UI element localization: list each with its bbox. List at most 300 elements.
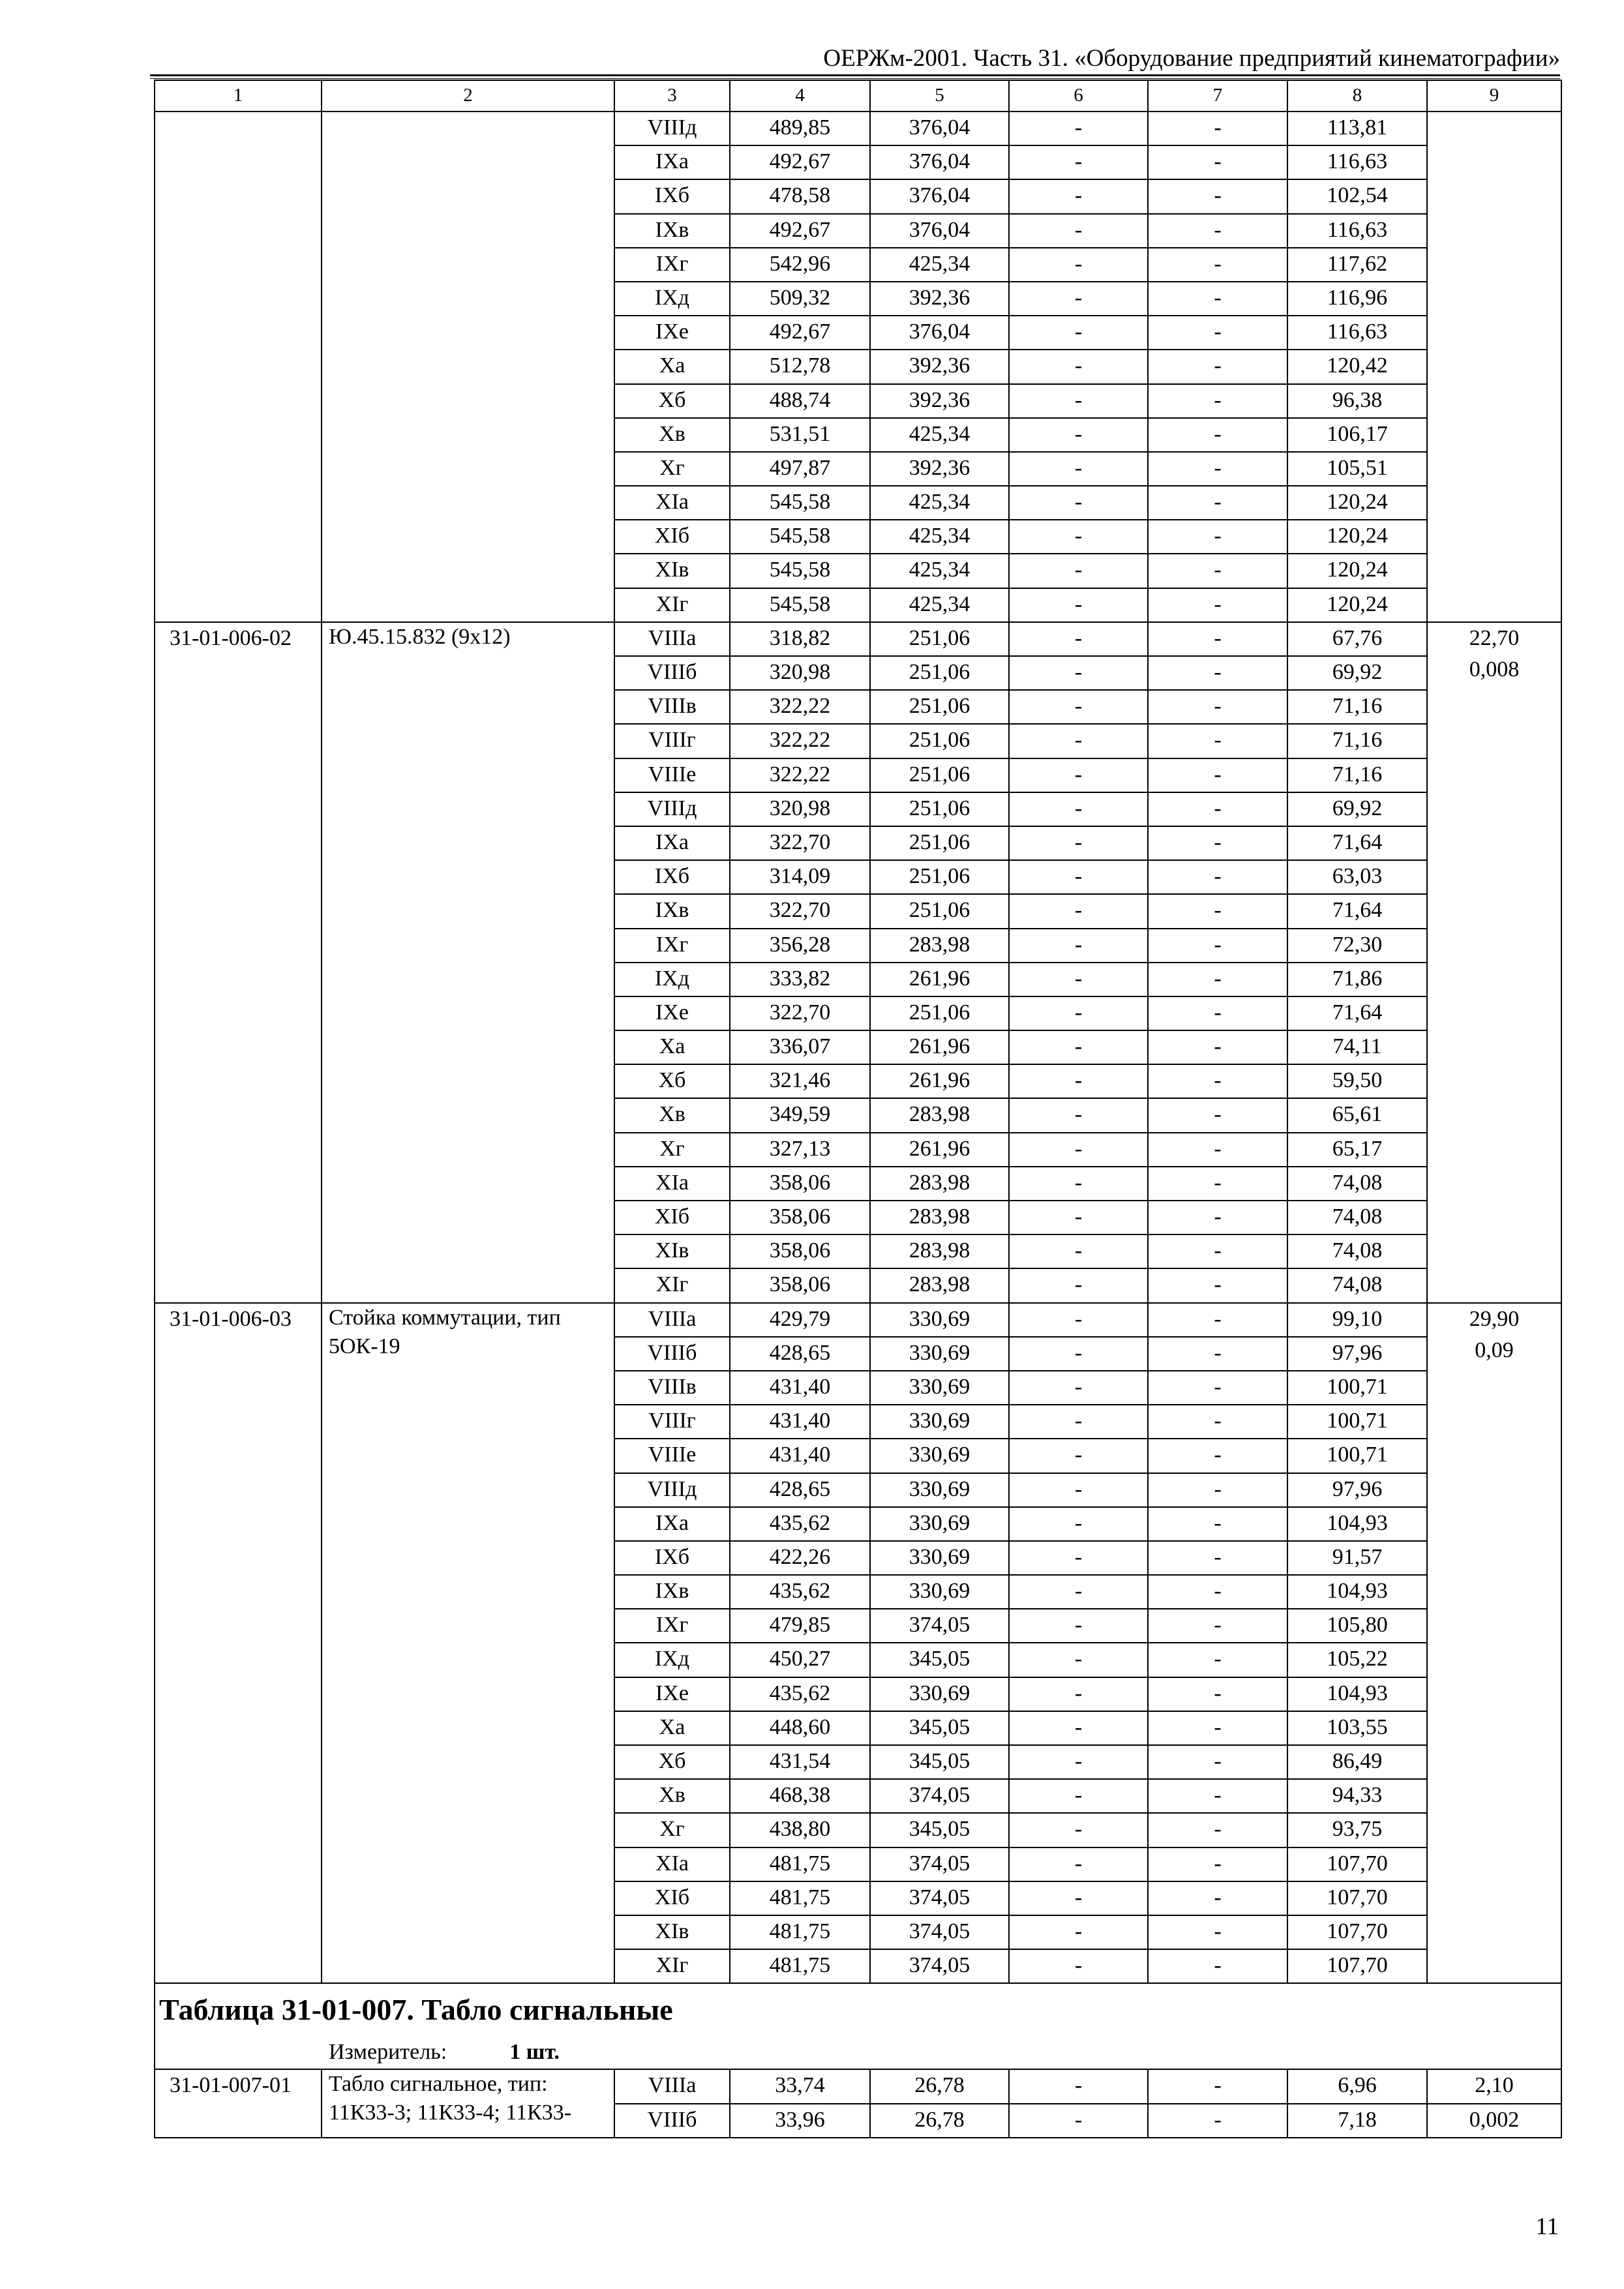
salary-cell: 283,98 <box>870 1098 1009 1132</box>
salary-cell: 345,05 <box>870 1643 1009 1677</box>
materials-cell: 100,71 <box>1287 1405 1427 1439</box>
machine-cell: - <box>1009 145 1148 179</box>
total-cost-cell: 448,60 <box>730 1711 870 1745</box>
driver-salary-cell: - <box>1148 1779 1287 1813</box>
materials-cell: 113,81 <box>1287 112 1427 145</box>
total-cost-cell: 356,28 <box>730 929 870 963</box>
value-cell: - <box>1009 2104 1148 2138</box>
zone-cell: IXа <box>614 826 730 860</box>
total-cost-cell: 327,13 <box>730 1133 870 1167</box>
column-number: 4 <box>730 80 870 112</box>
materials-cell: 71,16 <box>1287 690 1427 724</box>
zone-cell: VIIIе <box>614 758 730 792</box>
driver-salary-cell: - <box>1148 1201 1287 1234</box>
materials-cell: 116,63 <box>1287 214 1427 248</box>
total-cost-cell: 509,32 <box>730 282 870 316</box>
materials-cell: 105,51 <box>1287 452 1427 486</box>
driver-salary-cell: - <box>1148 1507 1287 1541</box>
salary-cell: 283,98 <box>870 1201 1009 1234</box>
zone-cell: XIг <box>614 1268 730 1302</box>
machine-cell: - <box>1009 1575 1148 1609</box>
driver-salary-cell: - <box>1148 929 1287 963</box>
zone-cell: VIIIв <box>614 690 730 724</box>
driver-salary-cell: - <box>1148 826 1287 860</box>
measure-value: 1 шт. <box>509 2040 560 2065</box>
salary-cell: 261,96 <box>870 963 1009 996</box>
machine-cell: - <box>1009 963 1148 996</box>
machine-cell: - <box>1009 1098 1148 1132</box>
machine-cell: - <box>1009 1779 1148 1813</box>
total-cost-cell: 545,58 <box>730 486 870 520</box>
machine-cell: - <box>1009 1030 1148 1064</box>
total-cost-cell: 321,46 <box>730 1064 870 1098</box>
machine-cell: - <box>1009 282 1148 316</box>
driver-salary-cell: - <box>1148 112 1287 145</box>
driver-salary-cell: - <box>1148 690 1287 724</box>
driver-salary-cell: - <box>1148 248 1287 282</box>
materials-cell: 116,96 <box>1287 282 1427 316</box>
labor-cell: 0,002 <box>1427 2104 1561 2138</box>
value-cell: 7,18 <box>1287 2104 1427 2138</box>
salary-cell: 283,98 <box>870 1268 1009 1302</box>
zone-cell: XIб <box>614 520 730 554</box>
total-cost-cell: 320,98 <box>730 792 870 826</box>
salary-cell: 251,06 <box>870 826 1009 860</box>
machine-cell: - <box>1009 1609 1148 1643</box>
salary-cell: 374,05 <box>870 1609 1009 1643</box>
machine-cell: - <box>1009 214 1148 248</box>
salary-cell: 376,04 <box>870 179 1009 213</box>
driver-salary-cell: - <box>1148 1677 1287 1711</box>
total-cost-cell: 358,06 <box>730 1234 870 1268</box>
salary-cell: 330,69 <box>870 1575 1009 1609</box>
total-cost-cell: 450,27 <box>730 1643 870 1677</box>
salary-cell: 392,36 <box>870 282 1009 316</box>
materials-cell: 120,24 <box>1287 520 1427 554</box>
total-cost-cell: 358,06 <box>730 1201 870 1234</box>
driver-salary-cell: - <box>1148 145 1287 179</box>
materials-cell: 120,24 <box>1287 486 1427 520</box>
salary-cell: 392,36 <box>870 384 1009 418</box>
zone-cell: VIIIд <box>614 112 730 145</box>
driver-salary-cell: - <box>1148 1439 1287 1473</box>
machine-cell: - <box>1009 1541 1148 1575</box>
measure-label: Измеритель: <box>329 2040 447 2065</box>
materials-cell: 107,70 <box>1287 1949 1427 1983</box>
zone-cell: IXа <box>614 145 730 179</box>
zone-cell: IXв <box>614 1575 730 1609</box>
driver-salary-cell: - <box>1148 860 1287 894</box>
materials-cell: 96,38 <box>1287 384 1427 418</box>
zone-cell: XIа <box>614 486 730 520</box>
driver-salary-cell: - <box>1148 1915 1287 1949</box>
total-cost-cell: 481,75 <box>730 1881 870 1915</box>
driver-salary-cell: - <box>1148 1405 1287 1439</box>
salary-cell: 330,69 <box>870 1405 1009 1439</box>
salary-cell: 251,06 <box>870 656 1009 690</box>
driver-salary-cell: - <box>1148 418 1287 452</box>
table-row <box>155 2069 1561 2103</box>
zone-cell: VIIIд <box>614 1473 730 1507</box>
labor-cell <box>1427 112 1561 622</box>
total-cost-cell: 428,65 <box>730 1473 870 1507</box>
salary-cell: 251,06 <box>870 792 1009 826</box>
materials-cell: 100,71 <box>1287 1371 1427 1405</box>
machine-cell: - <box>1009 248 1148 282</box>
column-number: 2 <box>322 80 614 112</box>
value-cell: - <box>1148 2069 1287 2103</box>
total-cost-cell: 435,62 <box>730 1575 870 1609</box>
machine-cell: - <box>1009 894 1148 928</box>
salary-cell: 392,36 <box>870 452 1009 486</box>
zone-cell: VIIIд <box>614 792 730 826</box>
zone-cell: VIIIв <box>614 1371 730 1405</box>
zone-cell: XIг <box>614 1949 730 1983</box>
salary-cell: 251,06 <box>870 758 1009 792</box>
driver-salary-cell: - <box>1148 1949 1287 1983</box>
materials-cell: 67,76 <box>1287 622 1427 656</box>
driver-salary-cell: - <box>1148 282 1287 316</box>
driver-salary-cell: - <box>1148 1167 1287 1201</box>
machine-cell: - <box>1009 1848 1148 1881</box>
machine-cell: - <box>1009 1643 1148 1677</box>
salary-cell: 425,34 <box>870 418 1009 452</box>
machine-cell: - <box>1009 1711 1148 1745</box>
driver-salary-cell: - <box>1148 588 1287 622</box>
machine-cell: - <box>1009 1949 1148 1983</box>
zone-cell: IXб <box>614 1541 730 1575</box>
machine-cell: - <box>1009 622 1148 656</box>
materials-cell: 59,50 <box>1287 1064 1427 1098</box>
driver-salary-cell: - <box>1148 1064 1287 1098</box>
driver-salary-cell: - <box>1148 622 1287 656</box>
salary-cell: 330,69 <box>870 1541 1009 1575</box>
materials-cell: 74,08 <box>1287 1167 1427 1201</box>
total-cost-cell: 322,22 <box>730 724 870 758</box>
column-number: 5 <box>870 80 1009 112</box>
salary-cell: 330,69 <box>870 1371 1009 1405</box>
total-cost-cell: 322,70 <box>730 996 870 1030</box>
salary-cell: 376,04 <box>870 316 1009 350</box>
zone-cell: XIа <box>614 1848 730 1881</box>
machine-cell: - <box>1009 860 1148 894</box>
materials-cell: 65,61 <box>1287 1098 1427 1132</box>
salary-cell: 345,05 <box>870 1813 1009 1847</box>
materials-cell: 71,64 <box>1287 996 1427 1030</box>
driver-salary-cell: - <box>1148 724 1287 758</box>
driver-salary-cell: - <box>1148 1030 1287 1064</box>
total-cost-cell: 492,67 <box>730 145 870 179</box>
zone-cell: VIIIб <box>614 1337 730 1371</box>
total-cost-cell: 431,54 <box>730 1745 870 1779</box>
total-cost-cell: 481,75 <box>730 1848 870 1881</box>
salary-cell: 392,36 <box>870 350 1009 383</box>
column-number: 9 <box>1427 80 1561 112</box>
value-cell: VIIIб <box>614 2104 730 2138</box>
machine-cell: - <box>1009 1745 1148 1779</box>
machine-cell: - <box>1009 996 1148 1030</box>
measure-row <box>155 2036 1561 2069</box>
page-number: 11 <box>1535 2213 1559 2240</box>
total-cost-cell: 488,74 <box>730 384 870 418</box>
column-number: 8 <box>1287 80 1427 112</box>
driver-salary-cell: - <box>1148 1268 1287 1302</box>
materials-cell: 69,92 <box>1287 656 1427 690</box>
salary-cell: 345,05 <box>870 1745 1009 1779</box>
materials-cell: 74,08 <box>1287 1201 1427 1234</box>
materials-cell: 97,96 <box>1287 1337 1427 1371</box>
materials-cell: 103,55 <box>1287 1711 1427 1745</box>
zone-cell: Xг <box>614 1133 730 1167</box>
machine-cell: - <box>1009 1439 1148 1473</box>
total-cost-cell: 468,38 <box>730 1779 870 1813</box>
driver-salary-cell: - <box>1148 1813 1287 1847</box>
zone-cell: XIв <box>614 1234 730 1268</box>
driver-salary-cell: - <box>1148 1337 1287 1371</box>
machine-cell: - <box>1009 1405 1148 1439</box>
total-cost-cell: 428,65 <box>730 1337 870 1371</box>
zone-cell: VIIIа <box>614 1303 730 1337</box>
measure-cell <box>155 2036 1561 2069</box>
machine-cell: - <box>1009 418 1148 452</box>
salary-cell: 374,05 <box>870 1779 1009 1813</box>
code-cell: 31-01-006-02 <box>155 622 322 1303</box>
materials-cell: 93,75 <box>1287 1813 1427 1847</box>
materials-cell: 100,71 <box>1287 1439 1427 1473</box>
materials-cell: 104,93 <box>1287 1677 1427 1711</box>
total-cost-cell: 431,40 <box>730 1371 870 1405</box>
driver-salary-cell: - <box>1148 350 1287 383</box>
machine-cell: - <box>1009 1473 1148 1507</box>
zone-cell: VIIIб <box>614 656 730 690</box>
driver-salary-cell: - <box>1148 1473 1287 1507</box>
materials-cell: 71,16 <box>1287 758 1427 792</box>
salary-cell: 251,06 <box>870 724 1009 758</box>
driver-salary-cell: - <box>1148 1881 1287 1915</box>
salary-cell: 330,69 <box>870 1303 1009 1337</box>
salary-cell: 425,34 <box>870 520 1009 554</box>
salary-cell: 425,34 <box>870 486 1009 520</box>
machine-cell: - <box>1009 724 1148 758</box>
materials-cell: 97,96 <box>1287 1473 1427 1507</box>
zone-cell: Xв <box>614 418 730 452</box>
salary-cell: 425,34 <box>870 588 1009 622</box>
zone-cell: IXа <box>614 1507 730 1541</box>
total-cost-cell: 429,79 <box>730 1303 870 1337</box>
total-cost-cell: 512,78 <box>730 350 870 383</box>
zone-cell: XIв <box>614 1915 730 1949</box>
driver-salary-cell: - <box>1148 486 1287 520</box>
total-cost-cell: 545,58 <box>730 520 870 554</box>
total-cost-cell: 358,06 <box>730 1268 870 1302</box>
driver-salary-cell: - <box>1148 758 1287 792</box>
materials-cell: 74,11 <box>1287 1030 1427 1064</box>
total-cost-cell: 531,51 <box>730 418 870 452</box>
materials-cell: 116,63 <box>1287 145 1427 179</box>
driver-salary-cell: - <box>1148 1234 1287 1268</box>
salary-cell: 330,69 <box>870 1677 1009 1711</box>
total-cost-cell: 492,67 <box>730 316 870 350</box>
zone-cell: IXе <box>614 996 730 1030</box>
driver-salary-cell: - <box>1148 996 1287 1030</box>
table-title: Таблица 31-01-007. Табло сигнальные <box>155 1983 1561 2036</box>
driver-salary-cell: - <box>1148 214 1287 248</box>
machine-cell: - <box>1009 758 1148 792</box>
zone-cell: Xв <box>614 1779 730 1813</box>
machine-cell: - <box>1009 1167 1148 1201</box>
value-cell: - <box>1009 2069 1148 2103</box>
driver-salary-cell: - <box>1148 1541 1287 1575</box>
code-cell <box>155 112 322 622</box>
name-cell <box>322 112 614 622</box>
driver-salary-cell: - <box>1148 1575 1287 1609</box>
materials-cell: 105,22 <box>1287 1643 1427 1677</box>
labor-cell <box>1427 622 1561 1303</box>
driver-salary-cell: - <box>1148 792 1287 826</box>
machine-cell: - <box>1009 1234 1148 1268</box>
driver-salary-cell: - <box>1148 1303 1287 1337</box>
salary-cell: 425,34 <box>870 554 1009 588</box>
machine-cell: - <box>1009 554 1148 588</box>
salary-cell: 330,69 <box>870 1473 1009 1507</box>
labor-unit-value: 0,008 <box>1469 657 1520 681</box>
salary-cell: 330,69 <box>870 1439 1009 1473</box>
total-cost-cell: 320,98 <box>730 656 870 690</box>
materials-cell: 102,54 <box>1287 179 1427 213</box>
salary-cell: 251,06 <box>870 996 1009 1030</box>
code-cell: 31-01-006-03 <box>155 1303 322 1984</box>
labor-cell: 2,10 <box>1427 2069 1561 2103</box>
salary-cell: 283,98 <box>870 1234 1009 1268</box>
materials-cell: 117,62 <box>1287 248 1427 282</box>
total-cost-cell: 431,40 <box>730 1405 870 1439</box>
labor-cost-value: 22,70 <box>1469 625 1520 650</box>
total-cost-cell: 438,80 <box>730 1813 870 1847</box>
total-cost-cell: 545,58 <box>730 588 870 622</box>
machine-cell: - <box>1009 179 1148 213</box>
driver-salary-cell: - <box>1148 1098 1287 1132</box>
zone-cell: VIIIг <box>614 1405 730 1439</box>
labor-cost-value: 29,90 <box>1469 1306 1520 1331</box>
salary-cell: 261,96 <box>870 1064 1009 1098</box>
zone-cell: IXг <box>614 929 730 963</box>
total-cost-cell: 478,58 <box>730 179 870 213</box>
code-cell: 31-01-007-01 <box>155 2069 322 2137</box>
materials-cell: 69,92 <box>1287 792 1427 826</box>
zone-cell: XIб <box>614 1881 730 1915</box>
total-cost-cell: 314,09 <box>730 860 870 894</box>
salary-cell: 374,05 <box>870 1949 1009 1983</box>
salary-cell: 374,05 <box>870 1915 1009 1949</box>
total-cost-cell: 492,67 <box>730 214 870 248</box>
zone-cell: VIIIе <box>614 1439 730 1473</box>
materials-cell: 63,03 <box>1287 860 1427 894</box>
driver-salary-cell: - <box>1148 894 1287 928</box>
salary-cell: 251,06 <box>870 690 1009 724</box>
driver-salary-cell: - <box>1148 316 1287 350</box>
machine-cell: - <box>1009 112 1148 145</box>
zone-cell: Xв <box>614 1098 730 1132</box>
machine-cell: - <box>1009 1507 1148 1541</box>
column-number: 3 <box>614 80 730 112</box>
name-cell: Стойка коммутации, тип 5ОК-19 <box>322 1303 614 1984</box>
zone-cell: Xа <box>614 1030 730 1064</box>
machine-cell: - <box>1009 1677 1148 1711</box>
materials-cell: 120,24 <box>1287 554 1427 588</box>
total-cost-cell: 336,07 <box>730 1030 870 1064</box>
zone-cell: IXе <box>614 316 730 350</box>
materials-cell: 106,17 <box>1287 418 1427 452</box>
labor-unit-value: 0,09 <box>1475 1338 1514 1362</box>
materials-cell: 71,86 <box>1287 963 1427 996</box>
salary-cell: 425,34 <box>870 248 1009 282</box>
salary-cell: 374,05 <box>870 1848 1009 1881</box>
machine-cell: - <box>1009 1881 1148 1915</box>
zone-cell: Xб <box>614 384 730 418</box>
table-row <box>155 1303 1561 1337</box>
total-cost-cell: 322,22 <box>730 690 870 724</box>
total-cost-cell: 322,70 <box>730 826 870 860</box>
zone-cell: VIIIг <box>614 724 730 758</box>
zone-cell: XIб <box>614 1201 730 1234</box>
driver-salary-cell: - <box>1148 1711 1287 1745</box>
zone-cell: Xг <box>614 452 730 486</box>
total-cost-cell: 497,87 <box>730 452 870 486</box>
driver-salary-cell: - <box>1148 1745 1287 1779</box>
total-cost-cell: 322,70 <box>730 894 870 928</box>
driver-salary-cell: - <box>1148 179 1287 213</box>
salary-cell: 376,04 <box>870 112 1009 145</box>
value-cell: VIIIа <box>614 2069 730 2103</box>
zone-cell: Xб <box>614 1064 730 1098</box>
price-table <box>154 80 1562 2138</box>
header-rule-thin <box>150 78 1560 79</box>
zone-cell: IXе <box>614 1677 730 1711</box>
machine-cell: - <box>1009 1064 1148 1098</box>
zone-cell: Xб <box>614 1745 730 1779</box>
machine-cell: - <box>1009 1371 1148 1405</box>
salary-cell: 374,05 <box>870 1881 1009 1915</box>
total-cost-cell: 358,06 <box>730 1167 870 1201</box>
labor-cell <box>1427 1303 1561 1984</box>
zone-cell: IXд <box>614 1643 730 1677</box>
salary-cell: 251,06 <box>870 622 1009 656</box>
zone-cell: IXг <box>614 248 730 282</box>
zone-cell: Xг <box>614 1813 730 1847</box>
driver-salary-cell: - <box>1148 384 1287 418</box>
zone-cell: IXб <box>614 179 730 213</box>
column-number-row <box>155 80 1561 112</box>
driver-salary-cell: - <box>1148 1609 1287 1643</box>
total-cost-cell: 333,82 <box>730 963 870 996</box>
total-cost-cell: 545,58 <box>730 554 870 588</box>
name-cell: Табло сигнальное, тип: 11К33-3; 11К33-4; 11К33- <box>322 2069 614 2137</box>
total-cost-cell: 349,59 <box>730 1098 870 1132</box>
total-cost-cell: 489,85 <box>730 112 870 145</box>
salary-cell: 261,96 <box>870 1030 1009 1064</box>
value-cell: - <box>1148 2104 1287 2138</box>
total-cost-cell: 435,62 <box>730 1507 870 1541</box>
machine-cell: - <box>1009 826 1148 860</box>
materials-cell: 74,08 <box>1287 1268 1427 1302</box>
column-number: 1 <box>155 80 322 112</box>
machine-cell: - <box>1009 690 1148 724</box>
driver-salary-cell: - <box>1148 1643 1287 1677</box>
driver-salary-cell: - <box>1148 1848 1287 1881</box>
zone-cell: IXд <box>614 282 730 316</box>
driver-salary-cell: - <box>1148 963 1287 996</box>
total-cost-cell: 422,26 <box>730 1541 870 1575</box>
